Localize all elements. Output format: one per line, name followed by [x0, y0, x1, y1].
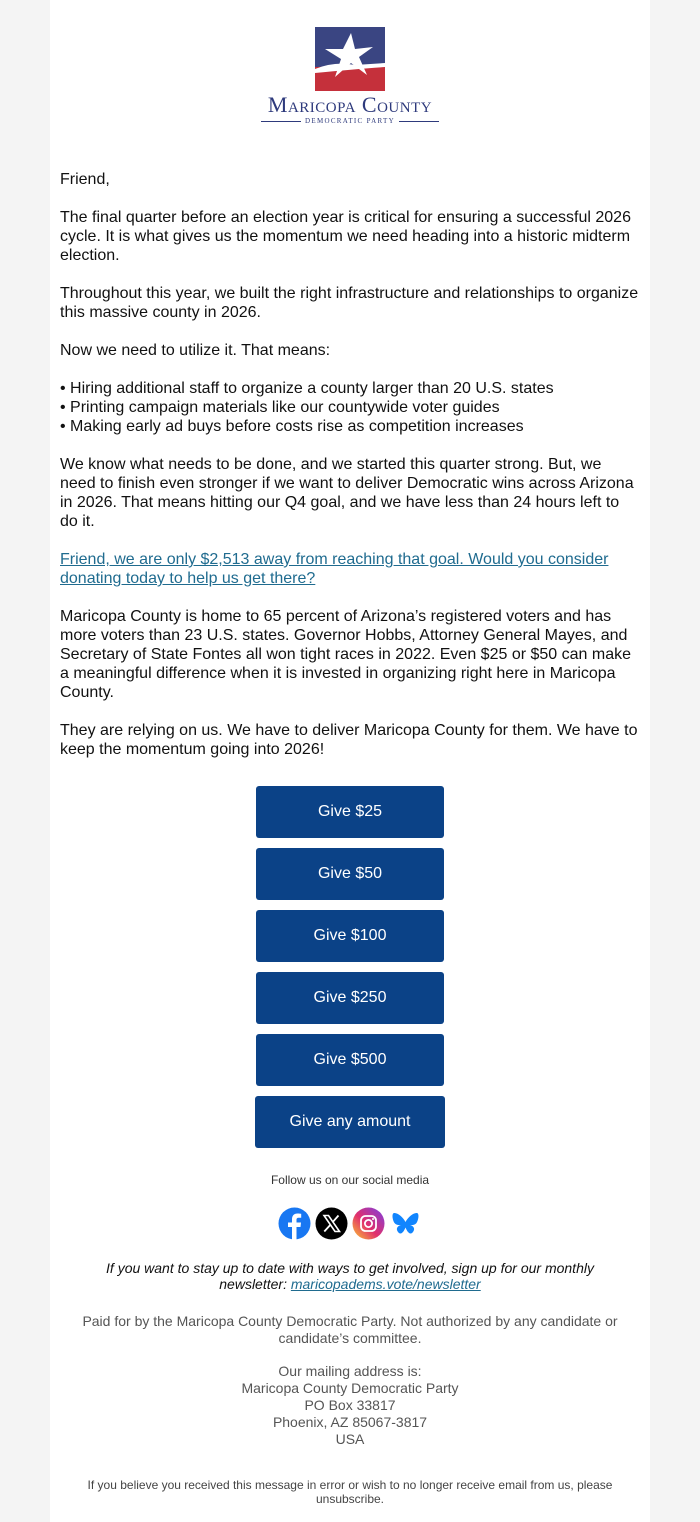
mailing-address: [50, 1363, 650, 1448]
give-25-button[interactable]: Give $25: [256, 786, 444, 838]
donate-buttons: [50, 786, 650, 1158]
paid-for-disclaimer: Paid for by the Maricopa County Democratic Party. Not authorized by any candidate or candidate’s committee.: [82, 1313, 618, 1346]
body-paragraph: Throughout this year, we built the right infrastructure and relationships to organize this massive county in 2026.: [60, 285, 639, 321]
logo-subtitle: [50, 117, 650, 125]
logo-subtitle-text: DEMOCRATIC PARTY: [305, 117, 395, 125]
logo-rule-right: [399, 121, 439, 122]
give-50-button[interactable]: Give $50: [256, 848, 444, 900]
social-links: [50, 1207, 650, 1240]
body-paragraph: We know what needs to be done, and we started this quarter strong. But, we need to finish even stronger if we want to deliver Democratic wins across Arizona in 2026. That means hitting our Q4 goal, and we have less than 24 hours left to do it.: [60, 456, 634, 530]
give-250-button[interactable]: Give $250: [256, 972, 444, 1024]
body-paragraph: Maricopa County is home to 65 percent of Arizona’s registered voters and has more voters than 23 U.S. states. Governor Hobbs, Attorney General Mayes, and Secretary of State Fontes all won tight races in 2022. Even $25 or $50 can make a meaningful difference when it is invested in organizing right here in Maricopa County.: [60, 608, 631, 701]
newsletter-link[interactable]: maricopadems.vote/newsletter: [290, 1276, 481, 1292]
greeting: Friend,: [60, 171, 110, 188]
newsletter-text: If you want to stay up to date with ways to get involved, sign up for our monthly newsletter:: [106, 1260, 594, 1292]
newsletter-note: [90, 1260, 610, 1292]
star-flag-icon: [315, 27, 385, 91]
bullet-item: Making early ad buys before costs rise as competition increases: [70, 418, 524, 435]
address-line: Maricopa County Democratic Party: [241, 1380, 459, 1396]
body-paragraph: The final quarter before an election year is critical for ensuring a successful 2026 cycle. It is what gives us the momentum we need heading into a historic midterm election.: [60, 209, 631, 264]
logo-title: Maricopa County: [267, 92, 433, 117]
donate-link[interactable]: Friend, we are only $2,513 away from reaching that goal. Would you consider donating today to help us get there?: [60, 551, 609, 587]
unsubscribe-note[interactable]: If you believe you received this message in error or wish to no longer receive email from us, please unsubscribe.: [87, 1478, 613, 1506]
body-paragraph: They are relying on us. We have to deliver Maricopa County for them. We have to keep the momentum going into 2026!: [60, 722, 638, 758]
email-card: [50, 0, 650, 1522]
address-line: PO Box 33817: [304, 1397, 396, 1413]
bullet-item: Printing campaign materials like our countywide voter guides: [70, 399, 500, 416]
bullet-list: • Hiring additional staff to organize a county larger than 20 U.S. states • Printing campaign materials like our countywide voter guides • Making early ad buys before costs rise as competition increases: [60, 380, 554, 435]
logo-rule-left: [261, 121, 301, 122]
follow-label: Follow us on our social media: [270, 1173, 430, 1187]
give-100-button[interactable]: Give $100: [256, 910, 444, 962]
address-line: Phoenix, AZ 85067-3817: [272, 1414, 428, 1430]
email-body: [60, 170, 640, 778]
x-icon[interactable]: [315, 1207, 348, 1240]
facebook-icon[interactable]: [278, 1207, 311, 1240]
party-logo[interactable]: [50, 27, 650, 125]
bluesky-icon[interactable]: [389, 1207, 422, 1240]
bullet-item: Hiring additional staff to organize a county larger than 20 U.S. states: [70, 380, 554, 397]
address-label: Our mailing address is:: [278, 1363, 422, 1379]
give-500-button[interactable]: Give $500: [256, 1034, 444, 1086]
give-any-amount-button[interactable]: Give any amount: [255, 1096, 445, 1148]
body-paragraph: Now we need to utilize it. That means:: [60, 342, 331, 359]
instagram-icon[interactable]: [352, 1207, 385, 1240]
address-line: USA: [335, 1431, 365, 1447]
